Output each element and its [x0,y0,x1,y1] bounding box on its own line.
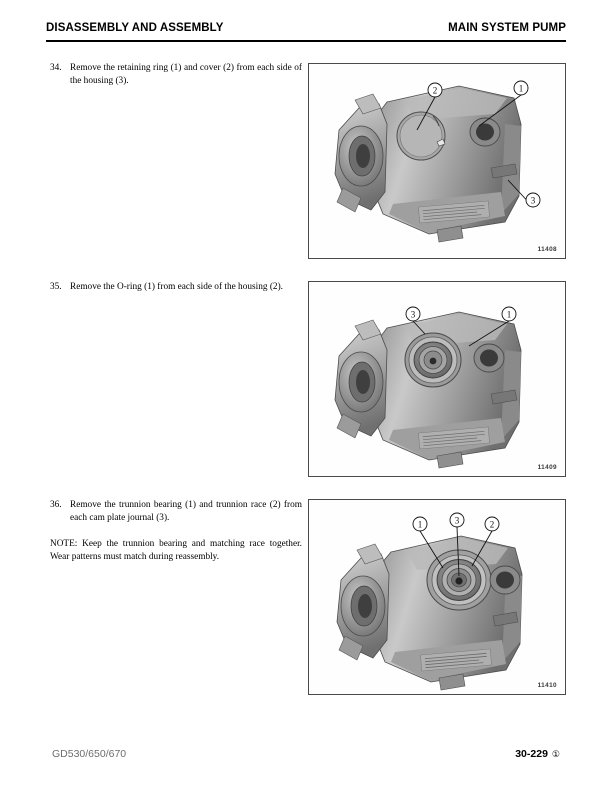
step-36-note: NOTE: Keep the trunnion bearing and matching race together. Wear patterns must match during reassembly. [50,539,302,562]
pump-housing-photo-1 [309,64,565,258]
header-right-title: MAIN SYSTEM PUMP [448,22,566,34]
step-36 [50,499,302,563]
callout-label: 3 [454,515,460,526]
callout-label: 3 [530,195,536,206]
step-34-row [50,62,302,87]
callout-label: 1 [506,309,512,320]
step-36-text: Remove the trunnion bearing (1) and trunnion race (2) from each cam plate journal (3). [70,500,302,523]
figure-2-id: 11409 [537,464,557,471]
figure-1-id: 11408 [537,246,557,253]
step-35 [50,281,302,294]
page-header [46,22,566,34]
step-35-text: Remove the O-ring (1) from each side of the housing (2). [70,282,283,292]
figure-3-id: 11410 [537,682,557,689]
callout-label: 3 [410,309,416,320]
callout-label: 2 [489,519,495,530]
pump-housing-photo-3 [309,500,565,694]
pump-housing-photo-2 [309,282,565,476]
footer-mark-icon: ① [551,749,560,759]
header-left-title: DISASSEMBLY AND ASSEMBLY [46,22,224,34]
footer-page-number: 30-229 [515,748,548,760]
step-34 [50,62,302,87]
footer-model: GD530/650/670 [52,748,127,760]
step-35-number: 35. [50,282,62,292]
footer-page [515,748,560,760]
callout-label: 1 [518,83,524,94]
step-34-text: Remove the retaining ring (1) and cover (2) from each side of the housing (3). [70,63,302,86]
step-34-number: 34. [50,63,62,73]
callout-label: 1 [417,519,423,530]
step-36-number: 36. [50,500,62,510]
page-footer [52,748,560,760]
step-36-row [50,499,302,524]
figure-panel-11408 [308,63,566,259]
figure-panel-11409 [308,281,566,477]
callout-label: 2 [432,85,438,96]
header-divider [46,40,566,42]
figure-panel-11410 [308,499,566,695]
step-35-row [50,281,302,294]
